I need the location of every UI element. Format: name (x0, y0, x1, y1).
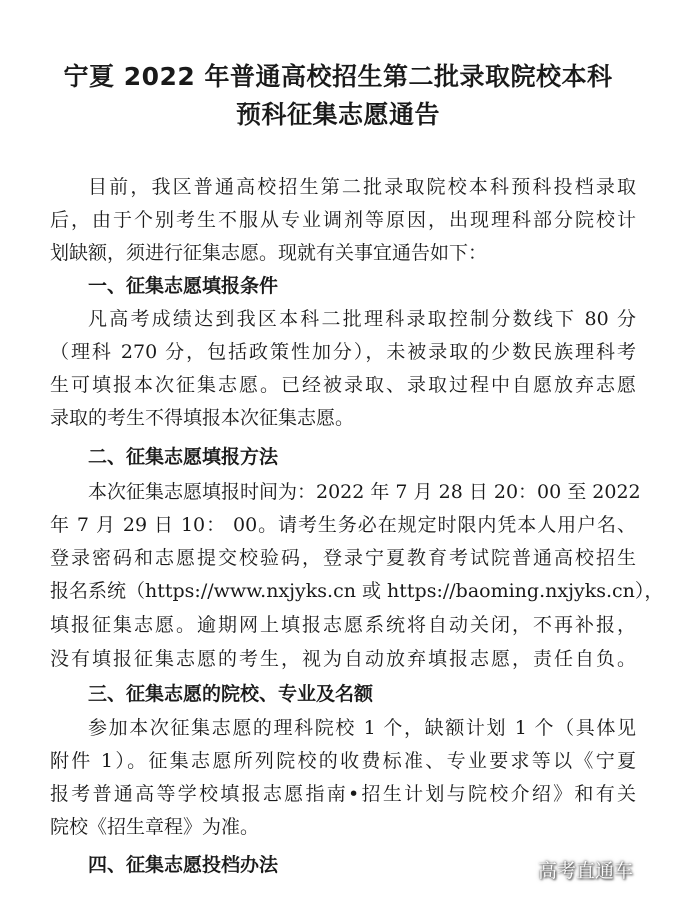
section-3-line: 院校《招生章程》为准。 (50, 816, 260, 838)
section-3-line: 附件 1）。征集志愿所列院校的收费标准、专业要求等以《宁夏 (50, 750, 636, 772)
document-title-line-1: 宁夏 2022 年普通高校招生第二批录取院校本科 (63, 62, 613, 91)
section-2-line: 年 7 月 29 日 10： 00。请考生务必在规定时限内凭本人用户名、 (50, 514, 636, 536)
section-heading-3: 三、征集志愿的院校、专业及名额 (88, 683, 374, 705)
section-1-line: （理科 270 分，包括政策性加分），未被录取的少数民族理科考 (50, 341, 636, 363)
intro-paragraph-line: 划缺额，须进行征集志愿。现就有关事宜通告如下： (50, 242, 488, 264)
intro-paragraph-line: 目前，我区普通高校招生第二批录取院校本科预科投档录取 (88, 176, 636, 198)
section-2-line: 没有填报征集志愿的考生，视为自动放弃填报志愿，责任自负。 (50, 648, 636, 670)
document-title-line-2: 预科征集志愿通告 (235, 100, 440, 129)
section-2-line: 登录密码和志愿提交校验码，登录宁夏教育考试院普通高校招生 (50, 547, 636, 569)
section-1-line: 录取的考生不得填报本次征集志愿。 (50, 407, 355, 429)
intro-paragraph-line: 后，由于个别考生不服从专业调剂等原因，出现理科部分院校计 (50, 209, 636, 231)
section-2-line: 报名系统（https://www.nxjyks.cn 或 https://baoming.nxjyks.cn）， (50, 580, 664, 602)
section-3-line: 报考普通高等学校填报志愿指南•招生计划与院校介绍》和有关 (50, 783, 636, 805)
section-2-line: 本次征集志愿填报时间为：2022 年 7 月 28 日 20：00 至 2022 (88, 481, 641, 503)
section-2-line: 填报征集志愿。逾期网上填报志愿系统将自动关闭，不再补报， (50, 614, 636, 636)
section-1-line: 生可填报本次征集志愿。已经被录取、录取过程中自愿放弃志愿 (50, 374, 636, 396)
watermark: 高考直通车 (538, 860, 634, 882)
section-heading-1: 一、征集志愿填报条件 (88, 275, 279, 297)
section-1-line: 凡高考成绩达到我区本科二批理科录取控制分数线下 80 分 (88, 308, 636, 330)
section-3-line: 参加本次征集志愿的理科院校 1 个，缺额计划 1 个（具体见 (88, 717, 636, 739)
section-heading-4: 四、征集志愿投档办法 (88, 854, 279, 876)
section-heading-2: 二、征集志愿填报方法 (88, 446, 279, 468)
